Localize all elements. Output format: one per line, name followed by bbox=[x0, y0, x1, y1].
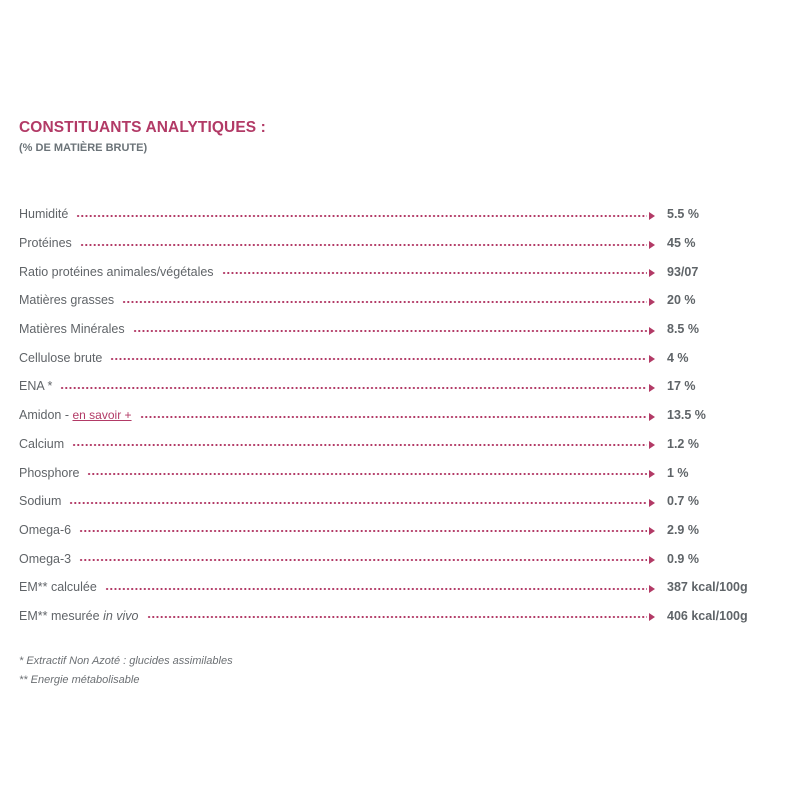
row-sodium bbox=[19, 487, 779, 516]
dotted-leader bbox=[79, 530, 647, 532]
row-omega-6 bbox=[19, 516, 779, 545]
row-proteines bbox=[19, 229, 779, 258]
row-label: Matières grasses bbox=[19, 293, 115, 308]
row-label: Sodium bbox=[19, 494, 62, 509]
row-matieres-grasses bbox=[19, 286, 779, 315]
footnotes bbox=[19, 652, 233, 690]
row-em-calculee bbox=[19, 573, 779, 602]
row-value: 0.9 % bbox=[667, 551, 699, 566]
row-value: 387 kcal/100g bbox=[667, 580, 748, 595]
row-value: 1.2 % bbox=[667, 436, 699, 451]
footnote-ena: * Extractif Non Azoté : glucides assimilables bbox=[19, 655, 233, 667]
row-value: 20 % bbox=[667, 293, 696, 308]
dotted-leader bbox=[110, 358, 647, 360]
row-value: 0.7 % bbox=[667, 494, 699, 509]
row-label: EM** calculée bbox=[19, 580, 97, 595]
row-value: 1 % bbox=[667, 465, 689, 480]
dotted-leader bbox=[79, 559, 647, 561]
row-label-text: Amidon - bbox=[19, 408, 73, 423]
row-humidite bbox=[19, 200, 779, 229]
row-label-italic: in vivo bbox=[103, 608, 139, 623]
row-matieres-minerales bbox=[19, 315, 779, 344]
row-value: 8.5 % bbox=[667, 322, 699, 337]
row-value: 93/07 bbox=[667, 264, 699, 279]
row-omega-3 bbox=[19, 544, 779, 573]
row-value: 406 kcal/100g bbox=[667, 608, 748, 623]
row-label: Ratio protéines animales/végétales bbox=[19, 264, 214, 279]
dotted-leader bbox=[76, 215, 647, 217]
row-label: Humidité bbox=[19, 207, 69, 222]
row-label: Calcium bbox=[19, 436, 65, 451]
row-amidon bbox=[19, 401, 779, 430]
analysis-table bbox=[19, 200, 779, 630]
row-label: Omega-3 bbox=[19, 551, 72, 566]
dotted-leader bbox=[60, 387, 647, 389]
dotted-leader bbox=[133, 330, 647, 332]
row-ratio-proteines bbox=[19, 257, 779, 286]
row-value: 17 % bbox=[667, 379, 696, 394]
row-ena bbox=[19, 372, 779, 401]
row-label: Phosphore bbox=[19, 465, 80, 480]
row-em-mesuree bbox=[19, 602, 779, 631]
dotted-leader bbox=[140, 416, 647, 418]
row-value: 5.5 % bbox=[667, 207, 699, 222]
row-label: Protéines bbox=[19, 236, 72, 251]
dotted-leader bbox=[72, 444, 647, 446]
row-label: Cellulose brute bbox=[19, 350, 103, 365]
row-label: Matières Minérales bbox=[19, 322, 125, 337]
row-cellulose-brute bbox=[19, 343, 779, 372]
footnote-em: ** Energie métabolisable bbox=[19, 674, 140, 686]
dotted-leader bbox=[122, 301, 647, 303]
row-calcium bbox=[19, 430, 779, 459]
dotted-leader bbox=[222, 272, 647, 274]
dotted-leader bbox=[80, 244, 647, 246]
dotted-leader bbox=[147, 616, 648, 618]
row-label: Omega-6 bbox=[19, 522, 72, 537]
row-label bbox=[19, 609, 147, 623]
dotted-leader bbox=[69, 502, 647, 504]
row-label bbox=[19, 408, 140, 422]
section-title: CONSTITUANTS ANALYTIQUES : bbox=[19, 119, 266, 136]
row-value: 45 % bbox=[667, 236, 696, 251]
row-value: 2.9 % bbox=[667, 522, 699, 537]
row-value: 4 % bbox=[667, 350, 689, 365]
row-label-text: EM** mesurée bbox=[19, 608, 104, 623]
section-subtitle: (% DE MATIÈRE BRUTE) bbox=[19, 142, 148, 154]
dotted-leader bbox=[87, 473, 647, 475]
row-label: ENA * bbox=[19, 379, 53, 394]
en-savoir-plus-link[interactable]: en savoir + bbox=[72, 408, 132, 423]
row-value: 13.5 % bbox=[667, 408, 706, 423]
row-phosphore bbox=[19, 458, 779, 487]
dotted-leader bbox=[105, 588, 647, 590]
